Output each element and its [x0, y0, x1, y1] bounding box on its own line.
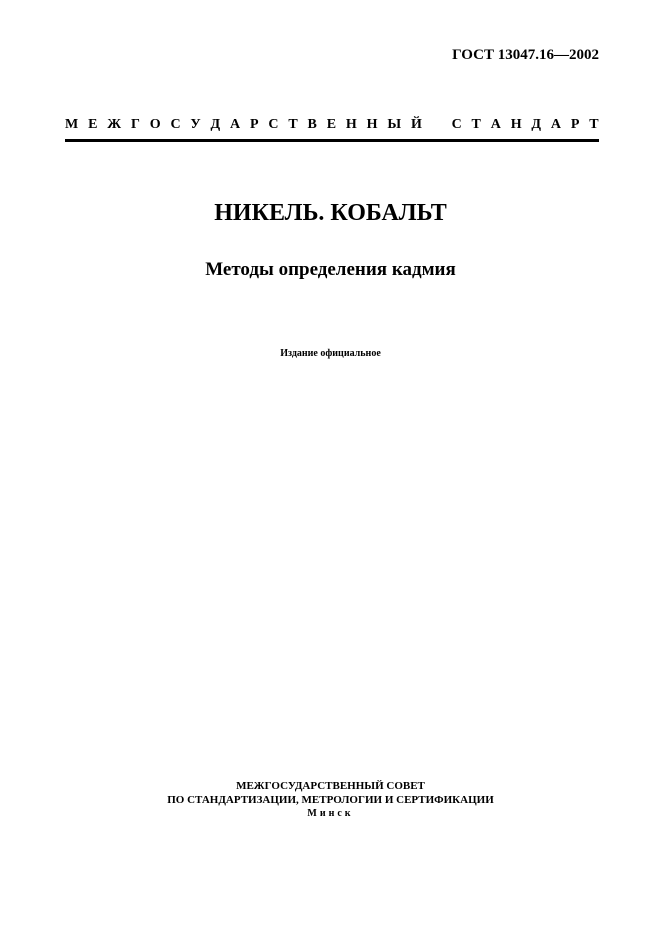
- heading-letter: Т: [589, 117, 599, 132]
- publisher-city: Минск: [307, 808, 354, 819]
- heading-letter: М: [65, 117, 79, 132]
- heading-letter: Н: [510, 117, 522, 132]
- heading-letter: Р: [249, 117, 259, 132]
- heading-letter: О: [149, 117, 161, 132]
- document-subtitle: Методы определения кадмия: [205, 259, 456, 280]
- document-number: ГОСТ 13047.16—2002: [452, 47, 599, 63]
- heading-letter: С: [170, 117, 181, 132]
- heading-letter: Е: [88, 117, 98, 132]
- standard-type-heading: [65, 117, 599, 133]
- heading-letter: Д: [531, 117, 542, 132]
- heading-letter: С: [268, 117, 279, 132]
- edition-note: Издание официальное: [280, 348, 381, 359]
- heading-letter: Р: [570, 117, 580, 132]
- publisher-line-2: ПО СТАНДАРТИЗАЦИИ, МЕТРОЛОГИИ И СЕРТИФИКАЦИИ: [167, 794, 494, 806]
- heading-letter: Й: [410, 117, 422, 132]
- heading-letter: Е: [326, 117, 337, 132]
- heading-letter: Ж: [107, 117, 122, 132]
- heading-letter: Н: [366, 117, 378, 132]
- publisher-line-1: МЕЖГОСУДАРСТВЕННЫЙ СОВЕТ: [236, 780, 425, 792]
- heading-letter: У: [190, 117, 201, 132]
- heading-letter: Т: [471, 117, 481, 132]
- heading-word-gap: [432, 117, 442, 133]
- heading-letter: А: [490, 117, 501, 132]
- heading-letter: В: [307, 117, 317, 132]
- heading-letter: Т: [288, 117, 298, 132]
- heading-letter: Ы: [387, 117, 402, 132]
- heading-letter: А: [230, 117, 241, 132]
- header-divider: [65, 139, 599, 142]
- heading-letter: Д: [210, 117, 221, 132]
- heading-letter: С: [451, 117, 462, 132]
- publisher-block: [0, 779, 661, 821]
- heading-letter: А: [550, 117, 562, 132]
- document-title: НИКЕЛЬ. КОБАЛЬТ: [214, 200, 447, 226]
- heading-letter: Н: [345, 117, 357, 132]
- heading-letter: Г: [130, 117, 140, 132]
